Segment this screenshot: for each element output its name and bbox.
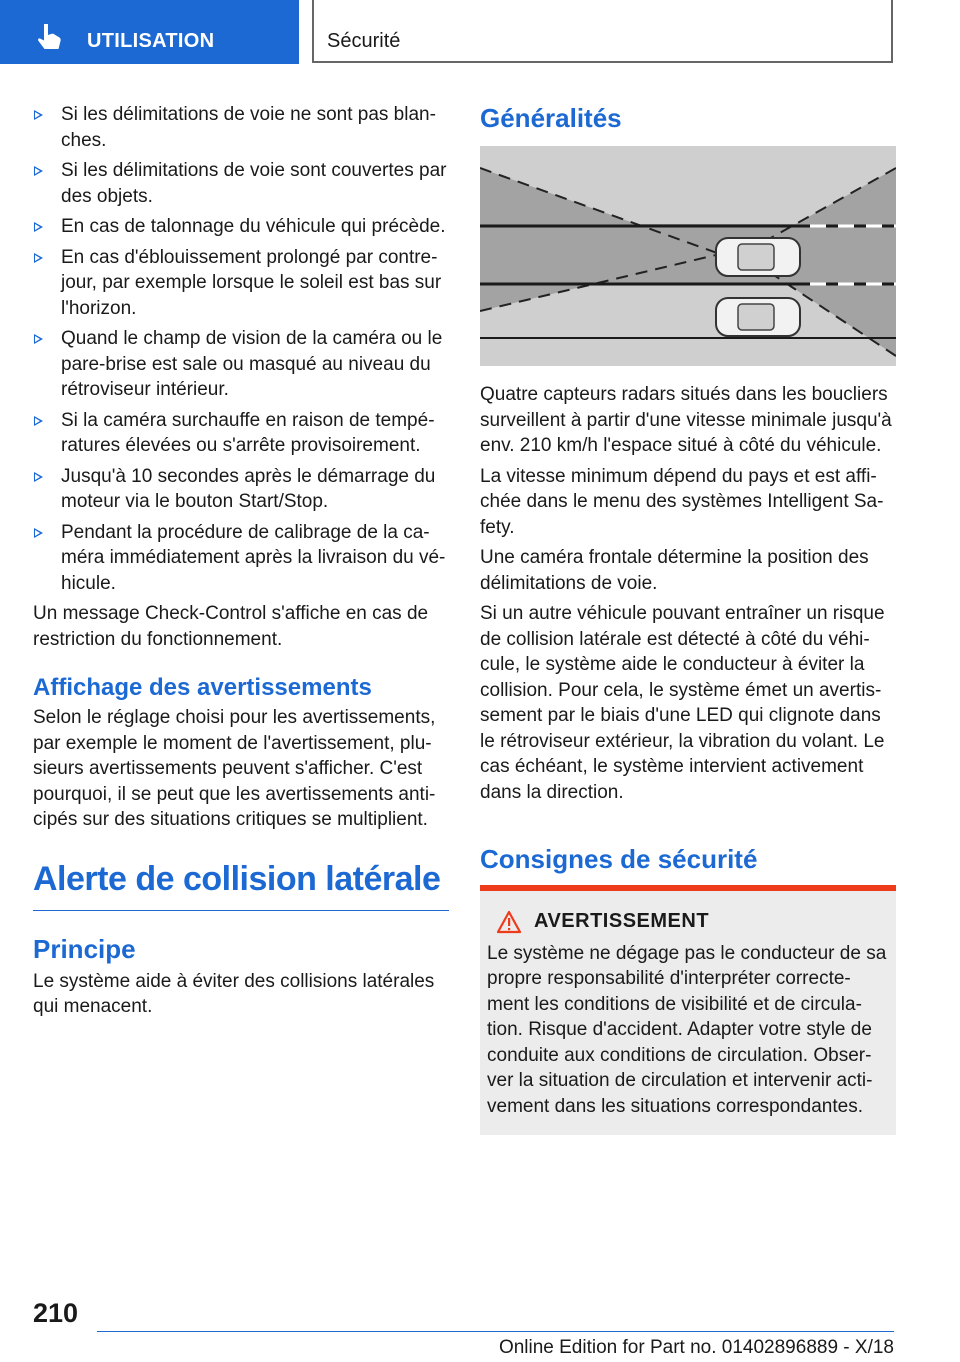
page-number: 210 <box>33 1298 79 1328</box>
hand-pointer-icon <box>34 22 64 52</box>
warning-triangle-icon <box>496 910 522 934</box>
section-label: Sécurité <box>327 30 401 52</box>
warning-display-heading: Affichage des avertissements <box>33 674 372 701</box>
list-item: Jusqu'à 10 secondes après le démarrage du moteur via le bouton Start/Stop. <box>33 464 449 515</box>
triangle-bullet-icon <box>34 528 43 538</box>
check-control-text: Un message Check-Control s'affiche en cas de restriction du fonctionnement. <box>33 603 429 650</box>
general-heading: Généralités <box>480 103 622 133</box>
page-title: Alerte de collision latérale <box>33 858 449 911</box>
footer-edition: Online Edition for Part no. 01402896889 - X/18 <box>498 1337 894 1358</box>
principle-heading: Principe <box>33 933 136 964</box>
triangle-bullet-icon <box>34 222 43 232</box>
radar-coverage-illustration <box>480 146 896 366</box>
list-item: En cas de talonnage du véhicule qui précède. <box>33 214 449 240</box>
footer-divider <box>97 1331 894 1332</box>
limitations-list <box>33 102 449 596</box>
left-column <box>33 102 449 1025</box>
triangle-bullet-icon <box>34 253 43 263</box>
chapter-tab[interactable] <box>0 0 299 64</box>
warning-display-text: Selon le réglage choisi pour les avertissements, par exemple le moment de l'avertissement, plu‐ sieurs avertissements peuvent s'afficher. C'est pourquoi, il se peut que les avertissements anti‐ cipés sur des situations critiques se multiplient. <box>33 707 436 830</box>
chapter-label: UTILISATION <box>87 30 215 52</box>
list-item: Si les délimitations de voie sont couvertes par des objets. <box>33 158 449 209</box>
warning-title-row <box>487 909 889 935</box>
list-item: Pendant la procédure de calibrage de la ca‐ méra immédiatement après la livraison du vé‐ hicule. <box>33 520 449 597</box>
list-item: Si les délimitations de voie ne sont pas blan‐ ches. <box>33 102 449 153</box>
triangle-bullet-icon <box>34 472 43 482</box>
general-paragraph-2: La vitesse minimum dépend du pays et est affi‐ chée dans le menu des systèmes Intelligent Sa‐ fety. <box>480 465 884 538</box>
list-item: Quand le champ de vision de la caméra ou le pare-brise est sale ou masqué au niveau du rétroviseur intérieur. <box>33 326 449 403</box>
right-column <box>480 102 896 1135</box>
triangle-bullet-icon <box>34 334 43 344</box>
triangle-bullet-icon <box>34 110 43 120</box>
general-paragraph-4: Si un autre véhicule pouvant entraîner un risque de collision latérale est détecté à côté du véhi‐ cule, le système aide le conducteur à éviter la collision. Pour cela, le système émet un avertis‐ sement par le biais d'une LED qui clignote dans le rétroviseur extérieur, la vibration du volant. Le cas échéant, le système intervient activement dans la direction. <box>480 603 885 803</box>
triangle-bullet-icon <box>34 416 43 426</box>
section-header <box>312 0 893 63</box>
general-paragraph-1: Quatre capteurs radars situés dans les boucliers surveillent à partir d'une vitesse minimale jusqu'à env. 210 km/h l'espace situé à côté du véhicule. <box>480 384 892 456</box>
warning-title: AVERTISSEMENT <box>534 910 710 932</box>
list-item: En cas d'éblouissement prolongé par contre‐ jour, par exemple lorsque le soleil est bas sur l'horizon. <box>33 245 449 322</box>
warning-text: Le système ne dégage pas le conducteur de sa propre responsabilité d'interpréter correcte‐ ment les conditions de visibilité et de circula‐ tion. Risque d'accident. Adapter votre style de conduite aux conditions de circulation. Obser‐ ver la situation de circulation et intervenir acti‐ vement dans les situations correspondantes. <box>487 942 887 1117</box>
general-paragraph-3: Une caméra frontale détermine la position des délimitations de voie. <box>480 547 869 594</box>
safety-heading: Consignes de sécurité <box>480 844 758 874</box>
list-item: Si la caméra surchauffe en raison de tempé‐ ratures élevées ou s'arrête provisoirement. <box>33 408 449 459</box>
triangle-bullet-icon <box>34 166 43 176</box>
warning-box <box>480 885 896 1135</box>
principle-text: Le système aide à éviter des collisions latérales qui menacent. <box>33 970 435 1017</box>
